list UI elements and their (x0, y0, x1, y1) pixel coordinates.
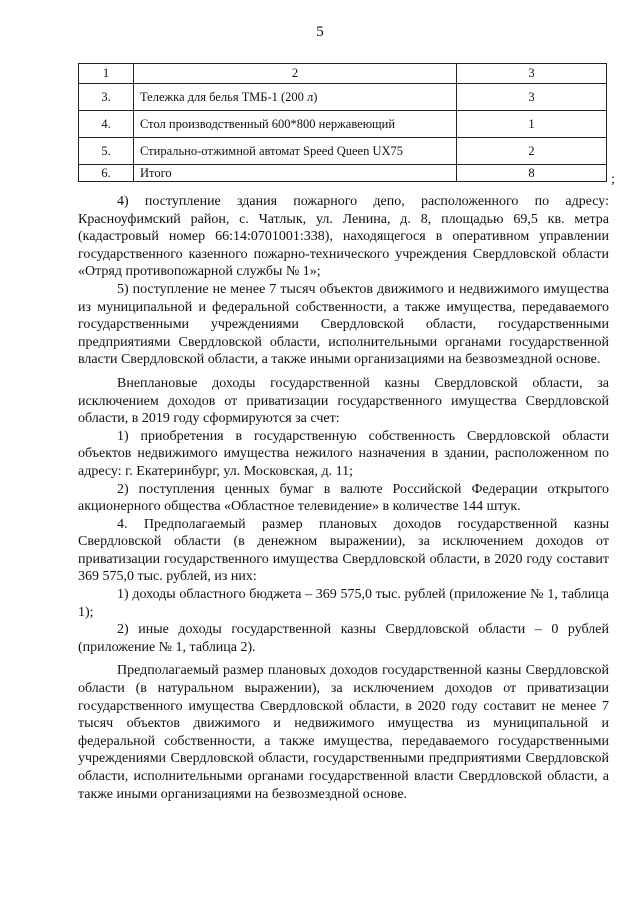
page-number: 5 (316, 24, 324, 40)
header-cell-number: 1 (79, 64, 134, 84)
row-quantity: 2 (457, 138, 607, 165)
table-trailing-semicolon: ; (611, 172, 615, 187)
header-cell-name: 2 (134, 64, 457, 84)
table-row (79, 84, 607, 111)
row-quantity: 1 (457, 111, 607, 138)
paragraph: 1) доходы областного бюджета – 369 575,0 тыс. рублей (приложение № 1, таблица 1); (78, 587, 609, 620)
paragraph: Предполагаемый размер плановых доходов государственной казны Свердловской области (в натуральном выражении), за исключением доходов от приватизации государственного имущества Свердловской области, в 2020 году составит не менее 7 тысяч объектов движимого и недвижимого имущества из муниципальной и федеральной собственности, а также имущества, передаваемого государственными учреждениями Свердловской области, государственными предприятиями Свердловской области, исполнительными органами государственной власти Свердловской области, а также иными организациями на безвозмездной основе. (78, 663, 609, 802)
row-name: Тележка для белья ТМБ-1 (200 л) (134, 84, 457, 111)
row-quantity: 3 (457, 84, 607, 111)
document-body (78, 193, 609, 803)
header-cell-quantity: 3 (457, 64, 607, 84)
table-row (79, 138, 607, 165)
paragraph: 4) поступление здания пожарного депо, расположенного по адресу: Красноуфимский район, с. Чатлык, ул. Ленина, д. 8, площадью 69,5 кв. метра (кадастровый номер 66:14:0701001:338), находящегося в оперативном управлении государственного казенного пожарно-технического учреждения Свердловской области «Отряд противопожарной службы № 1»; (78, 194, 609, 280)
row-name: Стирально-отжимной автомат Speed Queen UX75 (134, 138, 457, 165)
table-header-row (79, 64, 607, 84)
row-number: 5. (79, 138, 134, 165)
paragraph: 5) поступление не менее 7 тысяч объектов движимого и недвижимого имущества из муниципальной и федеральной собственности, а также имущества, передаваемого государственными учреждениями Свердловской области, государственными предприятиями Свердловской области, исполнительными органами государственной власти Свердловской области, а также иными организациями на безвозмездной основе. (78, 281, 609, 368)
paragraph: Внеплановые доходы государственной казны Свердловской области, за исключением доходов от приватизации государственного имущества Свердловской области, в 2019 году сформируются за счет: (78, 375, 609, 427)
row-name: Стол производственный 600*800 нержавеющий (134, 111, 457, 138)
table-row-total (79, 165, 607, 182)
paragraph: 1) приобретения в государственную собственность Свердловской области объектов недвижимого имущества нежилого назначения в здании, расположенном по адресу: г. Екатеринбург, ул. Московская, д. 11; (78, 428, 609, 479)
paragraph: 2) иные доходы государственной казны Свердловской области – 0 рублей (приложение № 1, таблица 2). (78, 622, 609, 655)
row-number: 3. (79, 84, 134, 111)
paragraph: 4. Предполагаемый размер плановых доходов государственной казны Свердловской области (в денежном выражении), за исключением доходов от приватизации государственного имущества Свердловской области, в 2020 году составит 369 575,0 тыс. рублей, из них: (78, 516, 609, 585)
row-number: 6. (79, 165, 134, 182)
row-quantity: 8 (457, 165, 607, 182)
paragraph: 2) поступления ценных бумаг в валюте Российской Федерации открытого акционерного общества «Областное телевидение» в количестве 144 штук. (78, 481, 609, 515)
row-name: Итого (134, 165, 457, 182)
items-table (78, 63, 607, 182)
row-number: 4. (79, 111, 134, 138)
table-row (79, 111, 607, 138)
